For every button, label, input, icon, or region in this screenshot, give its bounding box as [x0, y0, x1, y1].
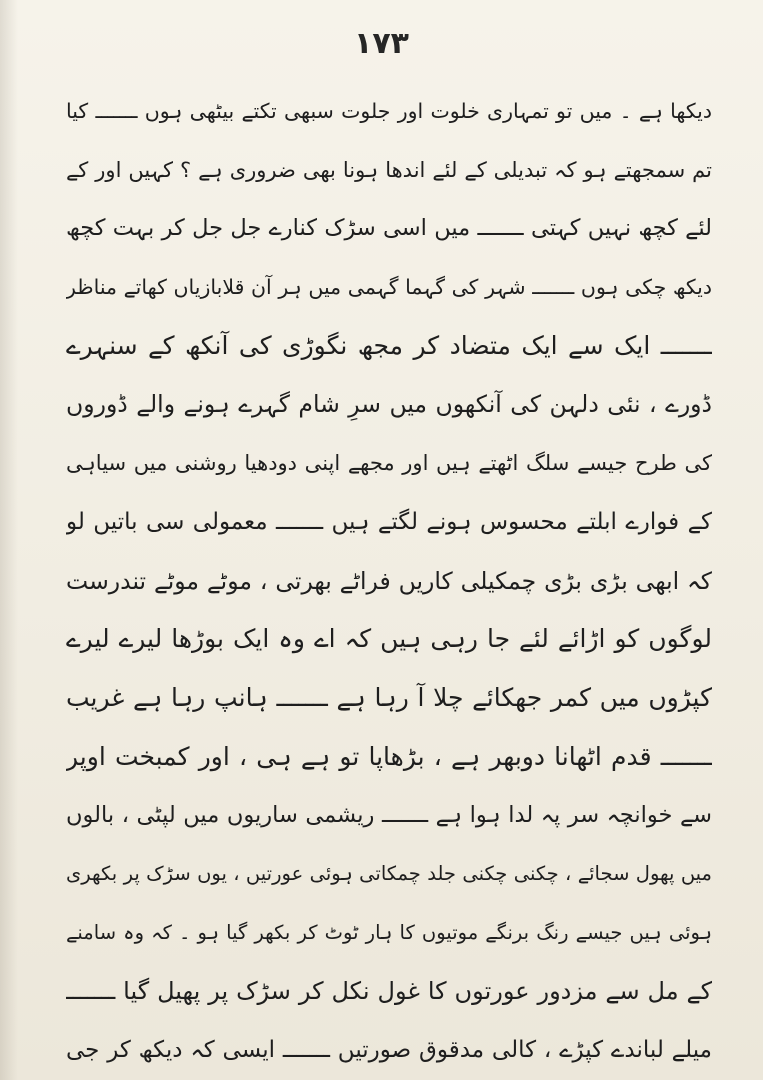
text-line: کپڑوں میں کمر جھکائے چلا آ رہا ہے ـــــــ ہانپ رہا ہے غریب [66, 682, 712, 712]
text-line: سے خوانچہ سر پہ لدا ہوا ہے ـــــــ ریشمی ساریوں میں لپٹی ، بالوں [66, 802, 712, 829]
text-line: دیکھ چکی ہوں ـــــــ شہر کی گہما گہمی میں ہر آن قلابازیاں کھاتے مناظر [66, 275, 712, 300]
text-line: ہوئی ہیں جیسے رنگ برنگے موتیوں کا ہار ٹوٹ کر بکھر گیا ہو ۔ کہ وہ سامنے [66, 920, 712, 944]
text-line: میں پھول سجائے ، چکنی چکنی جلد چمکاتی ہوئی عورتیں ، یوں سڑک پر بکھری [66, 861, 712, 885]
text-line: کے مل سے مزدور عورتوں کا غول نکل کر سڑک پر پھیل گیا ـــــــ [66, 977, 712, 1006]
text-line: ـــــــ قدم اٹھانا دوبھر ہے ، بڑھاپا تو ہے ہی ، اور کمبخت اوپر [66, 741, 712, 771]
text-line: تم سمجھتے ہو کہ تبدیلی کے لئے اندھا ہونا بھی ضروری ہے ؟ کہیں اور کے [66, 157, 712, 182]
text-line: کہ ابھی بڑی بڑی چمکیلی کاریں فراٹے بھرتی ، موٹے موٹے تندرست [66, 566, 712, 595]
body-text [66, 82, 712, 1080]
page-number: ١٧٣ [354, 26, 409, 61]
text-line: کی طرح جیسے سلگ اٹھتے ہیں اور مجھے اپنی دودھیا روشنی میں سیاہی [66, 451, 712, 476]
text-line: میلے لباندے کپڑے ، کالی مدقوق صورتیں ـــــــ ایسی کہ دیکھ کر جی [66, 1037, 712, 1063]
text-line: ـــــــ ایک سے ایک متضاد کر مجھ نگوڑی کی آنکھ کے سنہرے [66, 330, 712, 360]
text-line: لوگوں کو اڑائے لئے جا رہی ہیں کہ اے وہ ایک بوڑھا لیرے لیرے [66, 624, 712, 654]
text-line: دیکھا ہے ۔ میں تو تمہاری خلوت اور جلوت سبھی تکتے بیٹھی ہوں ـــــــ کیا [66, 99, 712, 123]
text-line: کے فوارے ابلتے محسوس ہونے لگتے ہیں ـــــــ معمولی سی باتیں لو [66, 508, 712, 535]
text-line: ڈورے ، نئی دلہن کی آنکھوں میں سرِ شام گہرے ہونے والے ڈوروں [66, 390, 712, 419]
text-line: لئے کچھ نہیں کہتی ـــــــ میں اسی سڑک کنارے جل جل کر بہت کچھ [66, 215, 712, 242]
